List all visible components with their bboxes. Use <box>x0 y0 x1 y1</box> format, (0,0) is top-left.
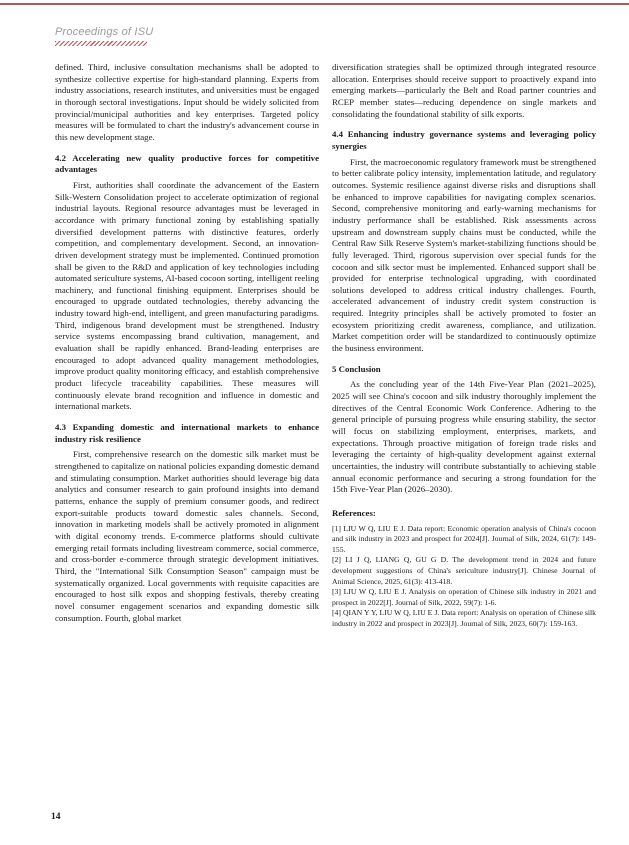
journal-name: Proceedings of ISU <box>55 26 154 38</box>
section-heading-5: 5 Conclusion <box>332 363 381 374</box>
paragraph-5: As the concluding year of the 14th Five-Year Plan (2021–2025), 2025 will see China's cocoon and silk industry thoroughly implement the directives of the Central Economic Work Conference. Adhering to the general principle of pursuing progress while ensuring stability, the sector will focus on stabilizing employment, enterprises, markets, and expectations. Through proactive mitigation of foreign trade risks and leveraging the certainty of high-quality development against external uncertainties, the industry will contribute substantially to achieving stable annual economic performance and securing a strong foundation for the 15th Five-Year Plan (2026–2030). <box>332 379 596 495</box>
section-heading-4-2: 4.2 Accelerating new quality productive forces for competitive advantages <box>55 152 319 175</box>
section-heading-4-3: 4.3 Expanding domestic and international markets to enhance industry risk resilience <box>55 422 319 444</box>
reference-item: [4] QIAN Y Y, LIU W Q, LIU E J. Data report: Analysis on operation of Chinese silk industry in 2022 and prospect in 2023[J]. Journal of Silk, 2023, 60(7): 159-163. <box>332 608 596 628</box>
section-heading-4-4: 4.4 Enhancing industry governance systems and leveraging policy synergies <box>332 129 596 151</box>
paragraph-continued: defined. Third, inclusive consultation mechanisms shall be adopted to synthesize collective expertise for high-standard planning. Experts from industry associations, research institutes, and universities must be engaged in thorough sectoral investigations. Input should be widely solicited from provincial/municipal authorities and key enterprises. Targeted policy measures will be formulated to chart the industry's advancement course in this new development stage. <box>55 62 319 142</box>
reference-item: [1] LIU W Q, LIU E J. Data report: Economic operation analysis of China's cocoon and silk industry in 2023 and prospect for 2024[J]. Journal of Silk, 2024, 61(7): 149-155. <box>332 523 596 554</box>
left-column <box>55 62 319 630</box>
paragraph-4-3: First, comprehensive research on the domestic silk market must be strengthened to capitalize on national policies expanding domestic demand and stimulating consumption. Market authorities should leverage big data analytics and consumer research to gain profound insights into demand patterns, enhance the supply of premium consumer goods, and redirect export-suitable products toward domestic sales channels. Second, innovation in marketing models shall be actively promoted in alignment with digital economy trends. E-commerce platforms should cultivate emerging retail formats including livestream commerce, social commerce, and cross-border e-commerce through strategic development initiatives. Third, the "International Silk Consumption Season" campaign must be systematically organized. Local governments with requisite capacities are encouraged to host silk expos and shopping festivals, thereby creating novel consumer engagement scenarios and expanding domestic silk consumption. Fourth, global market <box>55 449 319 623</box>
references-heading: References: <box>332 507 376 518</box>
paragraph-4-2: First, authorities shall coordinate the advancement of the Eastern Silk-Western Consolidation project to accelerate optimization of regional industrial layouts. Regional resource advantages must be leveraged in accordance with primary functional zoning by establishing spatially diversified development patterns with distinctive features, orderly competition, and complementary development. Second, an innovation-driven development strategy must be implemented. Continued promotion shall be given to the R&D and application of key technologies including automated sericulture systems, AI-based cocoon sorting, intelligent reeling machinery, and functional finishing equipment. Enterprises should be encouraged to upgrade outdated technologies, thereby advancing the industry toward high-end, intelligent, and green manufacturing paradigms. Third, indigenous brand development must be strengthened. Industry service systems encompassing brand cultivation, management, and evaluation shall be rapidly enhanced. Brand-leading enterprises are encouraged to adopt advanced quality management methodologies, improve product quality monitoring efficacy, and establish comprehensive product lifecycle traceability capabilities. These measures will continuously elevate brand recognition and influence in domestic and international markets. <box>55 179 319 412</box>
reference-item: [3] LIU W Q, LIU E J. Analysis on operation of Chinese silk industry in 2021 and prospect in 2022[J]. Journal of Silk, 2022, 59(7): 1-6. <box>332 587 596 607</box>
running-header <box>55 26 153 46</box>
header-hatch-decoration <box>55 41 147 46</box>
paragraph-continued: diversification strategies shall be optimized through integrated resource allocation. Enterprises should receive support to proactively expand into emerging markets—particularly the Belt and Road partner countries and RCEP member states—reducing dependence on single markets and consolidating the foundational stability of silk exports. <box>332 62 596 119</box>
page-number: 14 <box>51 812 61 822</box>
top-rule-decoration <box>0 3 629 5</box>
article-body <box>55 62 596 630</box>
paragraph-4-4: First, the macroeconomic regulatory framework must be strengthened to better calibrate policy intensity, implementation latitude, and regulatory outcomes. Systemic resilience against diverse risks and disruptions shall be enhanced to improve capabilities for navigating complex scenarios. Second, comprehensive monitoring and early-warning mechanisms for industry performance shall be established. Risk assessments across upstream and downstream supply chains must be conducted, while the Central Raw Silk Reserve System's market-stabilizing functions should be fully leveraged. Third, rigorous supervision over special funds for the cocoon and silk sector must be implemented. Enhanced support shall be provided for enterprise technological upgrading, with coordinated solutions developed to address critical industry challenges. Fourth, accelerated advancement of industry credit system construction is required. Integrity principles shall be actively promoted to foster an ecosystem prioritizing credit awareness, compliance, and utilization. Market competition order will be standardized to continuously optimize the business environment. <box>332 156 596 354</box>
reference-item: [2] LI J Q, LIANG Q, GU G D. The development trend in 2024 and future development suggestions of China's sericulture industry[J]. Chinese Journal of Animal Science, 2025, 61(3): 413-418. <box>332 555 596 586</box>
right-column <box>332 62 596 630</box>
